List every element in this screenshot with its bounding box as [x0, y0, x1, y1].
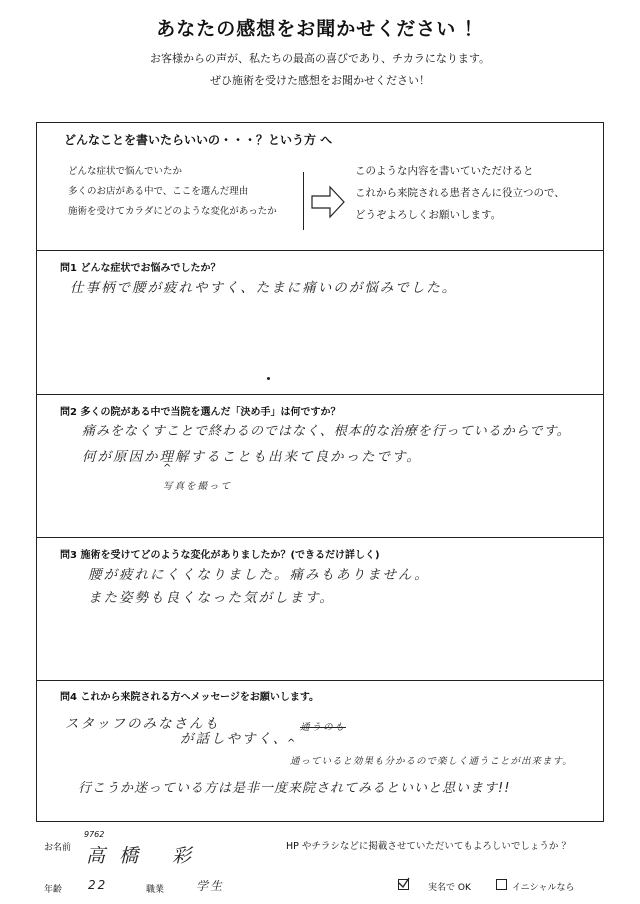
- real-name-option-label: 実名で OK: [428, 883, 471, 893]
- insert-caret: ^: [287, 738, 296, 749]
- name-label: お名前: [44, 843, 72, 853]
- answer-4-line-3: 通っていると効果も分かるので楽しく通うことが出来ます。: [290, 756, 573, 767]
- answer-4-line-4: 行こうか迷っている方は是非一度来院されてみるといいと思います!!: [78, 781, 511, 796]
- question-1-label: 問1 どんな症状でお悩みでしたか？: [60, 263, 221, 274]
- job-label: 職業: [146, 885, 165, 895]
- answer-4-struck-text: 通うのも: [300, 722, 347, 733]
- section-divider: [36, 394, 604, 395]
- form-subtitle-2: ぜひ施術を受けた感想をお聞かせください！: [210, 74, 430, 87]
- guide-item: 施術を受けてカラダにどのような変化があったか: [68, 206, 277, 217]
- form-subtitle-1: お客様からの声が、私たちの最高の喜びであり、チカラになります。: [150, 52, 490, 65]
- insert-caret: ^: [163, 463, 172, 474]
- question-4-label: 問4 これから来院される方へメッセージをお願いします。: [60, 692, 320, 703]
- answer-4-line-1: スタッフのみなさんも: [65, 716, 220, 732]
- question-2-label: 問2 多くの院がある中で当院を選んだ「決め手」は何ですか？: [60, 407, 341, 418]
- check-mark-icon: [398, 877, 410, 889]
- name-note: 9762: [84, 830, 105, 839]
- initials-option-label: イニシャルなら: [512, 883, 575, 893]
- answer-1-line-1: 仕事柄で腰が疲れやすく、たまに痛いのが悩みでした。: [70, 280, 458, 296]
- answer-4-line-2: が話しやすく、: [180, 731, 289, 747]
- answer-2-line-2: 何が原因か理解することも出来て良かったです。: [82, 449, 422, 465]
- guide-right-text: このような内容を書いていただけると これから来院される患者さんに役立つので、 どうぞよろしくお願いします。: [355, 165, 565, 221]
- answer-3-line-1: 腰が疲れにくくなりました。痛みもありません。: [88, 567, 430, 583]
- section-divider: [36, 537, 604, 538]
- permission-question: HP やチラシなどに掲載させていただいてもよろしいでしょうか ？: [286, 841, 571, 852]
- initials-checkbox[interactable]: [496, 879, 507, 890]
- guide-divider: [303, 172, 304, 230]
- section-divider: [36, 250, 604, 251]
- ink-dot: [267, 377, 270, 380]
- section-divider: [36, 680, 604, 681]
- guide-item: どんな症状で悩んでいたか: [68, 166, 183, 177]
- arrow-right-icon: [310, 185, 346, 219]
- answer-2-insert: 写真を撮って: [163, 481, 233, 492]
- name-value: 高橋 彩: [86, 845, 206, 867]
- form-title: あなたの感想をお聞かせください ！: [156, 18, 484, 40]
- question-3-label: 問3 施術を受けてどのような変化がありましたか？(できるだけ詳しく): [60, 550, 380, 561]
- guide-heading: どんなことを書いたらいいの・・・？という方 へ: [64, 133, 333, 147]
- age-label: 年齢: [44, 885, 63, 895]
- guide-list: [68, 162, 277, 222]
- age-value: 22: [88, 878, 108, 892]
- job-value: 学生: [196, 879, 225, 893]
- answer-3-line-2: また姿勢も良くなった気がします。: [88, 590, 335, 606]
- answer-2-line-1: 痛みをなくすことで終わるのではなく、根本的な治療を行っているからです。: [82, 424, 571, 439]
- real-name-checkbox[interactable]: [398, 879, 409, 890]
- guide-item: 多くのお店がある中で、ここを選んだ理由: [68, 186, 249, 197]
